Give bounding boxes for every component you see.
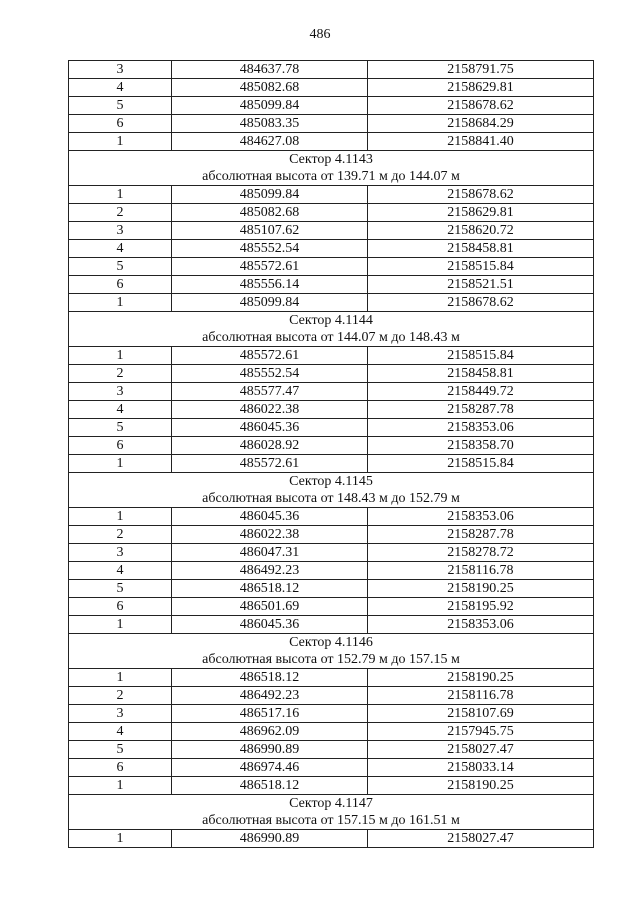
- coordinate-x: 486518.12: [172, 669, 368, 687]
- point-number: 1: [69, 830, 172, 848]
- point-number: 2: [69, 526, 172, 544]
- sector-title: Сектор 4.1147: [69, 795, 594, 813]
- point-number: 1: [69, 669, 172, 687]
- point-number: 1: [69, 294, 172, 312]
- coordinate-y: 2158620.72: [368, 222, 594, 240]
- coordinate-x: 486990.89: [172, 741, 368, 759]
- point-number: 6: [69, 437, 172, 455]
- table-row: [69, 204, 594, 222]
- altitude-range: абсолютная высота от 152.79 м до 157.15 м: [69, 651, 594, 669]
- coordinate-y: 2158033.14: [368, 759, 594, 777]
- coordinate-x: 485099.84: [172, 294, 368, 312]
- table-row: [69, 61, 594, 79]
- coordinate-x: 486047.31: [172, 544, 368, 562]
- altitude-range: абсолютная высота от 157.15 м до 161.51 м: [69, 812, 594, 830]
- coordinate-y: 2158678.62: [368, 186, 594, 204]
- coordinate-y: 2157945.75: [368, 723, 594, 741]
- point-number: 1: [69, 133, 172, 151]
- coordinate-y: 2158629.81: [368, 79, 594, 97]
- point-number: 5: [69, 97, 172, 115]
- altitude-row: [69, 812, 594, 830]
- table-row: [69, 669, 594, 687]
- coordinate-y: 2158629.81: [368, 204, 594, 222]
- coordinate-y: 2158353.06: [368, 508, 594, 526]
- table-row: [69, 705, 594, 723]
- coordinate-x: 486022.38: [172, 526, 368, 544]
- table-row: [69, 419, 594, 437]
- point-number: 1: [69, 455, 172, 473]
- coordinate-y: 2158678.62: [368, 97, 594, 115]
- coordinate-x: 486028.92: [172, 437, 368, 455]
- sector-header-row: [69, 312, 594, 330]
- point-number: 3: [69, 222, 172, 240]
- coordinate-y: 2158515.84: [368, 347, 594, 365]
- point-number: 3: [69, 61, 172, 79]
- point-number: 2: [69, 687, 172, 705]
- point-number: 6: [69, 598, 172, 616]
- table-row: [69, 115, 594, 133]
- sector-title: Сектор 4.1146: [69, 634, 594, 652]
- point-number: 6: [69, 115, 172, 133]
- coordinate-y: 2158190.25: [368, 580, 594, 598]
- sector-header-row: [69, 795, 594, 813]
- coordinate-x: 485572.61: [172, 455, 368, 473]
- coordinates-table: [68, 60, 594, 848]
- table-row: [69, 562, 594, 580]
- point-number: 4: [69, 240, 172, 258]
- coordinate-y: 2158190.25: [368, 777, 594, 795]
- coordinate-y: 2158287.78: [368, 526, 594, 544]
- coordinate-y: 2158684.29: [368, 115, 594, 133]
- table-row: [69, 544, 594, 562]
- coordinate-y: 2158190.25: [368, 669, 594, 687]
- altitude-row: [69, 490, 594, 508]
- point-number: 3: [69, 383, 172, 401]
- point-number: 1: [69, 508, 172, 526]
- coordinate-y: 2158791.75: [368, 61, 594, 79]
- altitude-range: абсолютная высота от 148.43 м до 152.79 м: [69, 490, 594, 508]
- altitude-row: [69, 329, 594, 347]
- coordinate-x: 485556.14: [172, 276, 368, 294]
- coordinate-x: 486045.36: [172, 616, 368, 634]
- table-row: [69, 276, 594, 294]
- coordinate-y: 2158116.78: [368, 562, 594, 580]
- point-number: 4: [69, 401, 172, 419]
- coordinate-y: 2158458.81: [368, 240, 594, 258]
- sector-header-row: [69, 634, 594, 652]
- altitude-row: [69, 168, 594, 186]
- altitude-range: абсолютная высота от 144.07 м до 148.43 м: [69, 329, 594, 347]
- point-number: 1: [69, 186, 172, 204]
- coordinate-x: 486045.36: [172, 508, 368, 526]
- point-number: 2: [69, 204, 172, 222]
- coordinate-x: 486492.23: [172, 687, 368, 705]
- coordinate-y: 2158278.72: [368, 544, 594, 562]
- coordinate-x: 485099.84: [172, 97, 368, 115]
- point-number: 3: [69, 544, 172, 562]
- altitude-row: [69, 651, 594, 669]
- table-row: [69, 240, 594, 258]
- table-row: [69, 759, 594, 777]
- table-row: [69, 616, 594, 634]
- coordinate-x: 485082.68: [172, 204, 368, 222]
- coordinate-x: 486974.46: [172, 759, 368, 777]
- sector-title: Сектор 4.1143: [69, 151, 594, 169]
- coordinate-y: 2158515.84: [368, 455, 594, 473]
- table-row: [69, 455, 594, 473]
- point-number: 6: [69, 276, 172, 294]
- coordinate-y: 2158358.70: [368, 437, 594, 455]
- point-number: 5: [69, 258, 172, 276]
- coordinate-x: 485082.68: [172, 79, 368, 97]
- coordinate-x: 486492.23: [172, 562, 368, 580]
- coordinate-x: 486045.36: [172, 419, 368, 437]
- point-number: 4: [69, 723, 172, 741]
- coordinates-document: [68, 60, 593, 848]
- point-number: 6: [69, 759, 172, 777]
- table-row: [69, 258, 594, 276]
- point-number: 1: [69, 616, 172, 634]
- table-row: [69, 222, 594, 240]
- coordinate-y: 2158678.62: [368, 294, 594, 312]
- table-row: [69, 580, 594, 598]
- point-number: 1: [69, 347, 172, 365]
- coordinate-x: 485552.54: [172, 365, 368, 383]
- point-number: 5: [69, 419, 172, 437]
- table-row: [69, 723, 594, 741]
- table-row: [69, 294, 594, 312]
- point-number: 3: [69, 705, 172, 723]
- table-row: [69, 777, 594, 795]
- coordinate-x: 485572.61: [172, 258, 368, 276]
- coordinate-x: 485083.35: [172, 115, 368, 133]
- sector-header-row: [69, 151, 594, 169]
- coordinate-x: 486962.09: [172, 723, 368, 741]
- sector-title: Сектор 4.1145: [69, 473, 594, 491]
- coordinate-x: 485552.54: [172, 240, 368, 258]
- sector-header-row: [69, 473, 594, 491]
- table-row: [69, 437, 594, 455]
- table-row: [69, 687, 594, 705]
- table-row: [69, 383, 594, 401]
- coordinate-x: 486990.89: [172, 830, 368, 848]
- coordinate-y: 2158027.47: [368, 741, 594, 759]
- coordinate-x: 484627.08: [172, 133, 368, 151]
- coordinate-x: 485107.62: [172, 222, 368, 240]
- table-row: [69, 365, 594, 383]
- coordinate-y: 2158287.78: [368, 401, 594, 419]
- coordinate-x: 486501.69: [172, 598, 368, 616]
- coordinate-x: 485577.47: [172, 383, 368, 401]
- table-row: [69, 741, 594, 759]
- point-number: 5: [69, 580, 172, 598]
- coordinate-x: 486518.12: [172, 580, 368, 598]
- page-number: 486: [309, 27, 331, 42]
- coordinate-x: 484637.78: [172, 61, 368, 79]
- table-row: [69, 830, 594, 848]
- coordinate-y: 2158458.81: [368, 365, 594, 383]
- table-row: [69, 133, 594, 151]
- point-number: 2: [69, 365, 172, 383]
- sector-title: Сектор 4.1144: [69, 312, 594, 330]
- coordinate-y: 2158116.78: [368, 687, 594, 705]
- coordinate-x: 485099.84: [172, 186, 368, 204]
- table-row: [69, 598, 594, 616]
- coordinate-y: 2158195.92: [368, 598, 594, 616]
- table-row: [69, 347, 594, 365]
- coordinate-y: 2158841.40: [368, 133, 594, 151]
- table-row: [69, 79, 594, 97]
- coordinate-x: 486518.12: [172, 777, 368, 795]
- coordinate-x: 485572.61: [172, 347, 368, 365]
- table-row: [69, 186, 594, 204]
- point-number: 4: [69, 79, 172, 97]
- coordinate-x: 486022.38: [172, 401, 368, 419]
- table-row: [69, 97, 594, 115]
- coordinate-x: 486517.16: [172, 705, 368, 723]
- coordinate-y: 2158027.47: [368, 830, 594, 848]
- point-number: 5: [69, 741, 172, 759]
- table-row: [69, 508, 594, 526]
- coordinate-y: 2158353.06: [368, 419, 594, 437]
- coordinate-y: 2158449.72: [368, 383, 594, 401]
- altitude-range: абсолютная высота от 139.71 м до 144.07 м: [69, 168, 594, 186]
- coordinate-y: 2158353.06: [368, 616, 594, 634]
- table-row: [69, 526, 594, 544]
- coordinate-y: 2158515.84: [368, 258, 594, 276]
- table-row: [69, 401, 594, 419]
- coordinate-y: 2158107.69: [368, 705, 594, 723]
- point-number: 4: [69, 562, 172, 580]
- coordinate-y: 2158521.51: [368, 276, 594, 294]
- point-number: 1: [69, 777, 172, 795]
